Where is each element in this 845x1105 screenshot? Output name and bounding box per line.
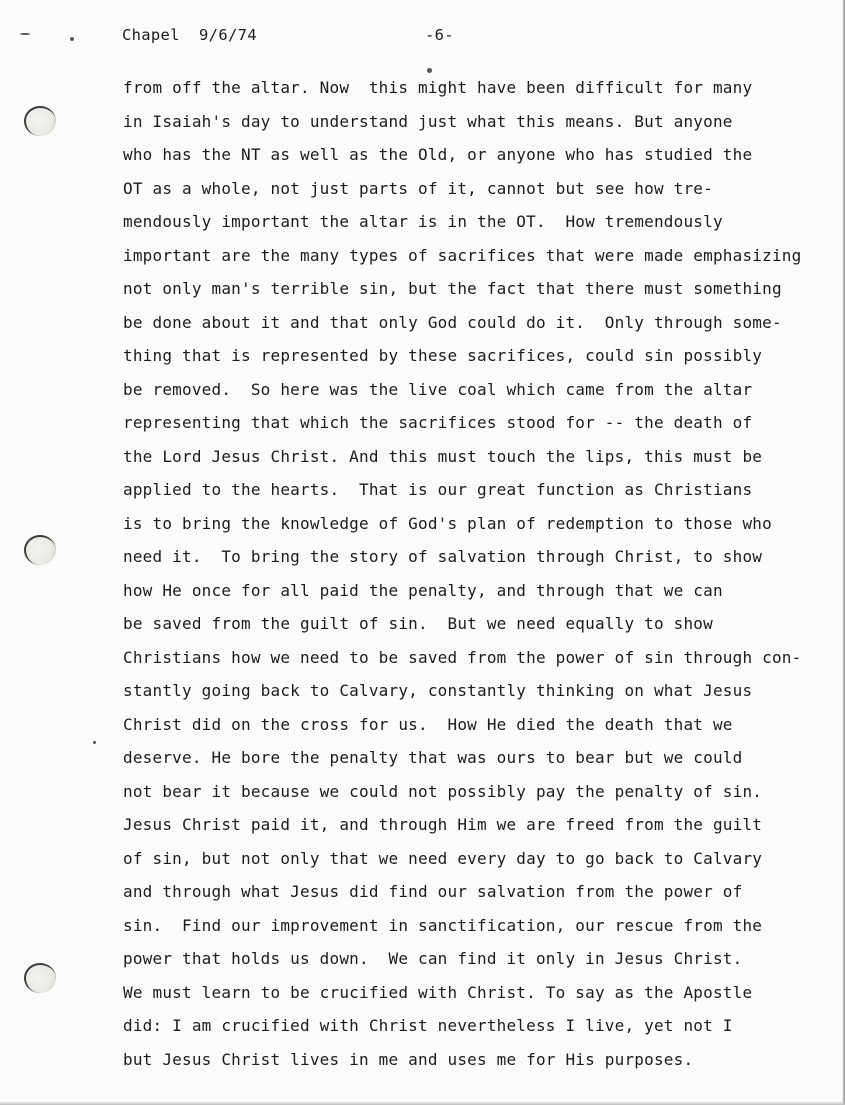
text-line: and through what Jesus did find our salvation from the power of	[123, 882, 743, 901]
stray-mark	[70, 37, 74, 41]
page-bottom-shadow	[0, 1101, 845, 1105]
text-line: mendously important the altar is in the OT. How tremendously	[123, 212, 723, 231]
text-line: did: I am crucified with Christ nevertheless I live, yet not I	[123, 1016, 733, 1035]
text-line: the Lord Jesus Christ. And this must touch the lips, this must be	[123, 446, 763, 466]
text-line: of sin, but not only that we need every day to go back to Calvary	[123, 848, 763, 868]
text-line: power that holds us down. We can find it only in Jesus Christ.	[123, 949, 743, 968]
header-title-date: Chapel 9/6/74	[122, 26, 257, 44]
text-line: need it. To bring the story of salvation through Christ, to show	[123, 547, 763, 566]
text-line: be removed. So here was the live coal which came from the altar	[123, 379, 753, 399]
text-line: sin. Find our improvement in sanctification, our rescue from the	[123, 915, 763, 935]
text-line: stantly going back to Calvary, constantly thinking on what Jesus	[123, 681, 753, 700]
text-line: who has the NT as well as the Old, or anyone who has studied the	[123, 145, 753, 164]
text-line: Christians how we need to be saved from the power of sin through con-	[123, 647, 802, 667]
text-line: Christ did on the cross for us. How He died the death that we	[123, 714, 733, 734]
text-line: representing that which the sacrifices stood for -- the death of	[123, 413, 753, 432]
text-line: deserve. He bore the penalty that was ours to bear but we could	[123, 748, 743, 767]
text-line: OT as a whole, not just parts of it, cannot but see how tre-	[123, 178, 713, 198]
text-line: be done about it and that only God could do it. Only through some-	[123, 312, 782, 332]
punch-hole	[24, 963, 56, 993]
punch-hole	[24, 535, 56, 565]
text-line: Jesus Christ paid it, and through Him we are freed from the guilt	[123, 815, 763, 834]
text-line: in Isaiah's day to understand just what this means. But anyone	[123, 111, 733, 131]
stray-mark	[20, 33, 30, 35]
text-line: important are the many types of sacrifices that were made emphasizing	[123, 245, 802, 265]
text-line: is to bring the knowledge of God's plan of redemption to those who	[123, 513, 772, 533]
text-line: how He once for all paid the penalty, and through that we can	[123, 580, 723, 600]
stray-mark	[93, 741, 96, 744]
text-line: applied to the hearts. That is our great function as Christians	[123, 480, 753, 499]
punch-hole	[24, 106, 56, 136]
text-line: not only man's terrible sin, but the fact that there must something	[123, 279, 782, 298]
text-line: be saved from the guilt of sin. But we need equally to show	[123, 614, 713, 633]
stray-mark	[427, 68, 432, 73]
text-line: We must learn to be crucified with Christ. To say as the Apostle	[123, 982, 753, 1002]
body-text	[123, 76, 823, 1081]
text-line: thing that is represented by these sacrifices, could sin possibly	[123, 346, 763, 365]
page-header	[122, 26, 825, 50]
page-number: -6-	[425, 26, 454, 44]
text-line: but Jesus Christ lives in me and uses me for His purposes.	[123, 1049, 694, 1069]
text-line: from off the altar. Now this might have been difficult for many	[123, 78, 753, 97]
text-line: not bear it because we could not possibly pay the penalty of sin.	[123, 781, 763, 801]
